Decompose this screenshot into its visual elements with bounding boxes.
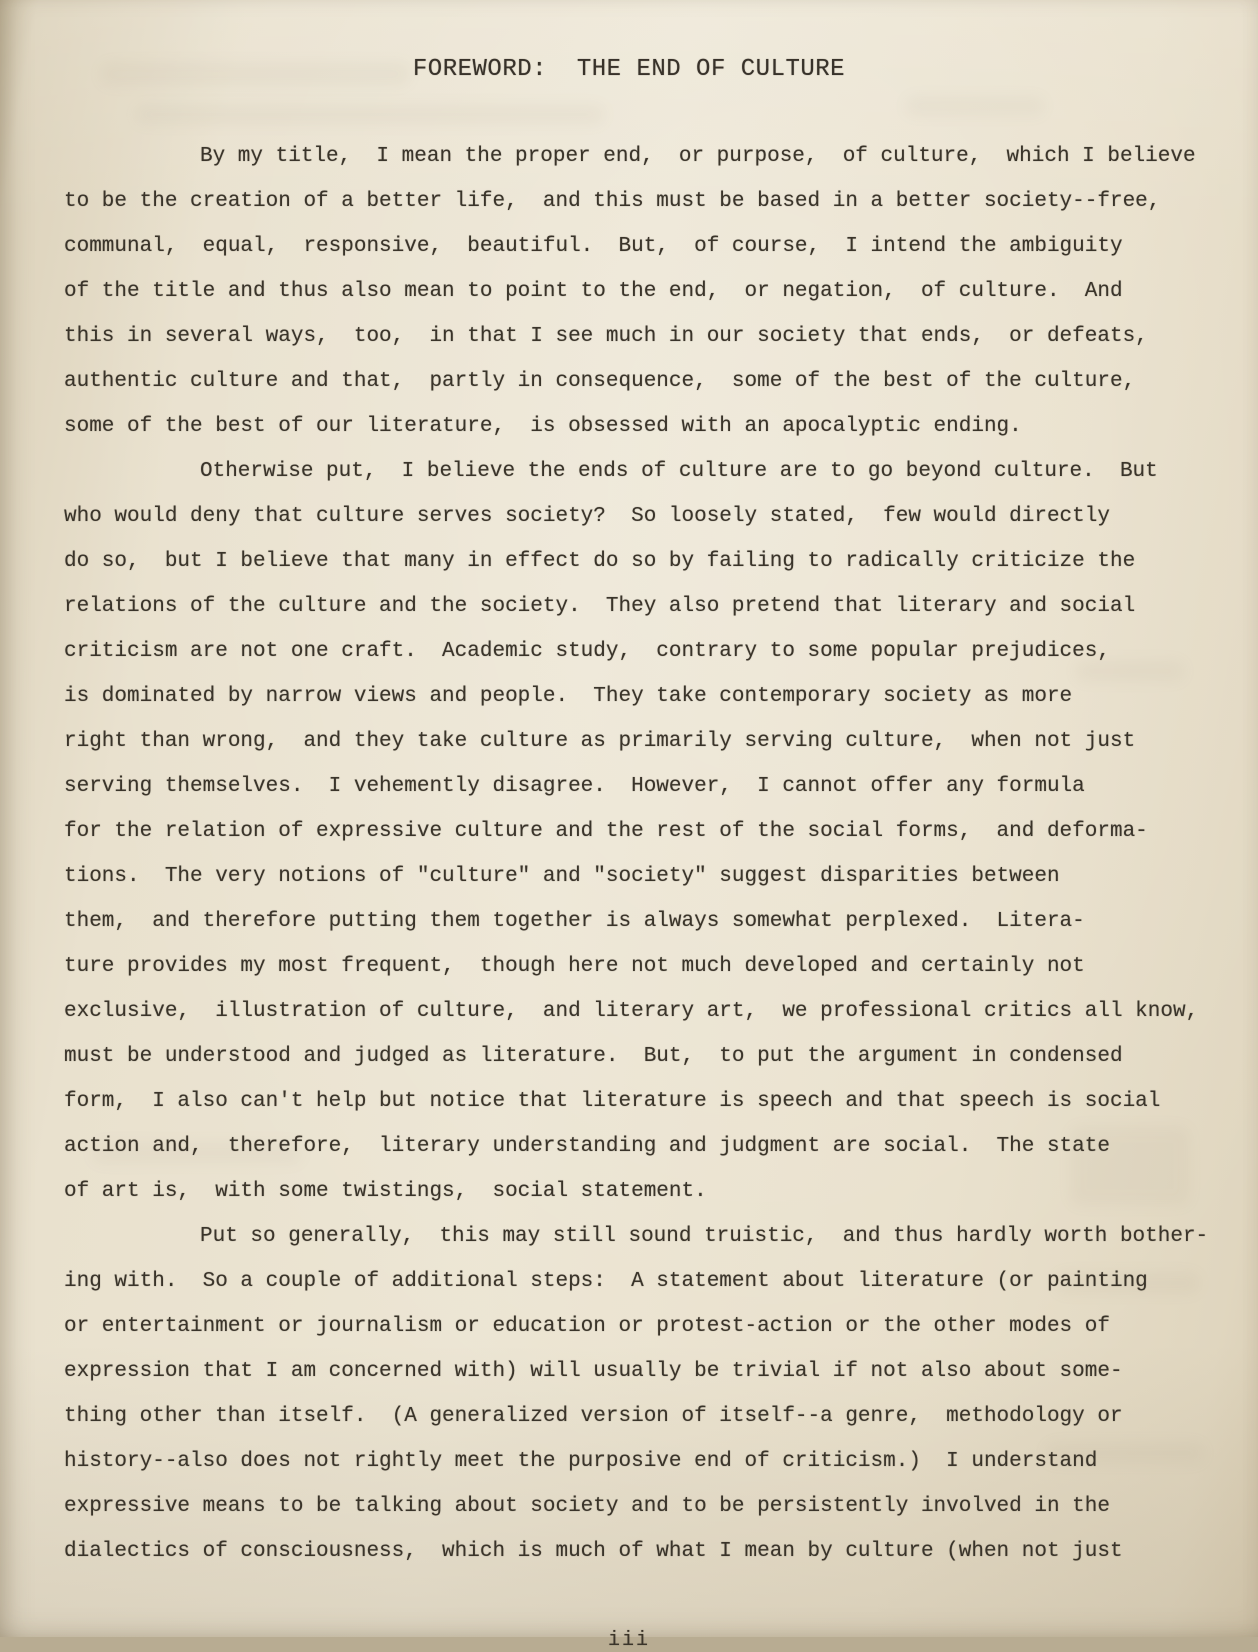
text-line: serving themselves. I vehemently disagree. However, I cannot offer any formula [64,775,1085,798]
text-line: right than wrong, and they take culture as primarily serving culture, when not just [64,730,1136,753]
bleed-through-smudge [905,96,1045,116]
text-line: ing with. So a couple of additional steps: A statement about literature (or painting [64,1270,1148,1293]
page-number: iii [607,1629,650,1652]
text-line: expression that I am concerned with) will usually be trivial if not also about some- [64,1360,1123,1383]
text-line: is dominated by narrow views and people. They take contemporary society as more [64,685,1073,708]
text-line: them, and therefore putting them together is always somewhat perplexed. Litera- [64,910,1085,933]
text-line: form, I also can't help but notice that literature is speech and that speech is social [64,1090,1161,1113]
text-line: thing other than itself. (A generalized version of itself--a genre, methodology or [64,1405,1123,1428]
text-line: communal, equal, responsive, beautiful. But, of course, I intend the ambiguity [64,235,1123,258]
text-line: to be the creation of a better life, and this must be based in a better society--free, [64,190,1161,213]
text-line: By my title, I mean the proper end, or purpose, of culture, which I believe [200,145,1196,168]
text-line: some of the best of our literature, is obsessed with an apocalyptic ending. [64,415,1022,438]
text-line: or entertainment or journalism or education or protest-action or the other modes of [64,1315,1110,1338]
text-line: of art is, with some twistings, social statement. [64,1180,707,1203]
text-line: ture provides my most frequent, though here not much developed and certainly not [64,955,1085,978]
text-line: for the relation of expressive culture and the rest of the social forms, and deforma- [64,820,1148,843]
document-body [64,134,1209,1574]
text-line: criticism are not one craft. Academic study, contrary to some popular prejudices, [64,640,1110,663]
text-line: history--also does not rightly meet the purposive end of criticism.) I understand [64,1450,1098,1473]
text-line: do so, but I believe that many in effect do so by failing to radically criticize the [64,550,1136,573]
bleed-through-smudge [135,104,605,125]
text-line: action and, therefore, literary understanding and judgment are social. The state [64,1135,1110,1158]
text-line: must be understood and judged as literature. But, to put the argument in condensed [64,1045,1123,1068]
text-line: expressive means to be talking about society and to be persistently involved in the [64,1495,1110,1518]
text-line: relations of the culture and the society. They also pretend that literary and social [64,595,1136,618]
text-line: this in several ways, too, in that I see much in our society that ends, or defeats, [64,325,1148,348]
text-line: dialectics of consciousness, which is much of what I mean by culture (when not just [64,1540,1123,1563]
text-line: who would deny that culture serves society? So loosely stated, few would directly [64,505,1110,528]
text-line: tions. The very notions of "culture" and "society" suggest disparities between [64,865,1060,888]
page-title: FOREWORD: THE END OF CULTURE [412,56,846,83]
text-line: authentic culture and that, partly in consequence, some of the best of the culture, [64,370,1136,393]
text-line: exclusive, illustration of culture, and literary art, we professional critics all know, [64,1000,1199,1023]
text-line: Put so generally, this may still sound truistic, and thus hardly worth bother- [200,1225,1209,1248]
text-line: Otherwise put, I believe the ends of culture are to go beyond culture. But [200,460,1158,483]
text-line: of the title and thus also mean to point to the end, or negation, of culture. And [64,280,1123,303]
